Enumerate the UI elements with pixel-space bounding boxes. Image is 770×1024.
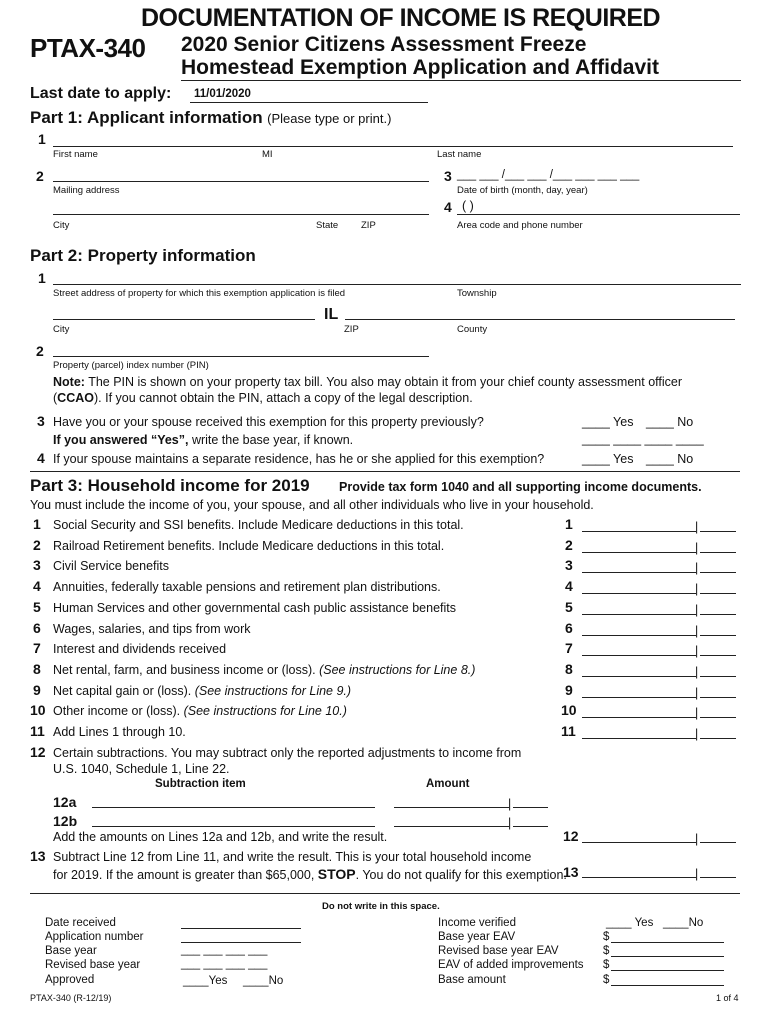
income-line-right-num: 10 <box>561 702 577 718</box>
income-line-num: 3 <box>33 557 41 573</box>
income-line-right-num: 8 <box>565 661 573 677</box>
state-label: State <box>316 220 339 231</box>
office-date-received: Date received <box>45 917 116 929</box>
base-amount-field[interactable] <box>611 985 724 986</box>
q4-text: If your spouse maintains a separate residence, has he or she applied for this exemption? <box>53 452 545 466</box>
office-application-number: Application number <box>45 931 144 943</box>
income-line-desc: Social Security and SSI benefits. Include Medicare deductions in this total. <box>53 518 464 532</box>
date-received-field[interactable] <box>181 928 301 929</box>
revised-eav-dollar: $ <box>603 945 610 957</box>
line12-dollars[interactable] <box>582 842 696 843</box>
income-line-sep: | <box>695 603 699 617</box>
income-line-cents[interactable] <box>700 593 736 594</box>
income-line-dollars[interactable] <box>582 717 696 718</box>
note-paren-open: ( <box>53 391 58 405</box>
income-line-dollars[interactable] <box>582 697 696 698</box>
deadline-label: Last date to apply: <box>30 85 172 102</box>
approved-no[interactable]: ____No <box>243 975 284 987</box>
line12a-dollars[interactable] <box>394 807 509 808</box>
line12b-label: 12b <box>53 813 78 829</box>
line13-text2a: for 2019. If the amount is greater than $65,000, <box>53 868 318 882</box>
office-base-year: Base year <box>45 945 97 957</box>
dob-label: Date of birth (month, day, year) <box>457 185 588 196</box>
note-label: Note: <box>53 375 85 389</box>
income-line-right-num: 3 <box>565 557 573 573</box>
office-income-verified: Income verified <box>438 917 516 929</box>
banner-title: DOCUMENTATION OF INCOME IS REQUIRED <box>141 4 661 32</box>
p1-line4-num: 4 <box>444 199 452 215</box>
income-line-right-num: 1 <box>565 516 573 532</box>
income-line-dollars[interactable] <box>582 655 696 656</box>
income-line-cents[interactable] <box>700 717 736 718</box>
p1-line2-num: 2 <box>36 168 44 184</box>
line12-right-num: 12 <box>563 828 579 844</box>
income-line-right-num: 6 <box>565 620 573 636</box>
income-line-cents[interactable] <box>700 697 736 698</box>
line12b-cents[interactable] <box>513 826 548 827</box>
phone-field[interactable]: ( ) <box>462 199 474 213</box>
q4-yes[interactable]: ____ Yes <box>582 452 634 466</box>
income-line-dollars[interactable] <box>582 614 696 615</box>
col-subtraction-item: Subtraction item <box>155 778 246 790</box>
title-underline <box>181 80 741 81</box>
income-line-num: 10 <box>30 702 46 718</box>
income-verified-no[interactable]: ____No <box>663 917 704 929</box>
q3-yes[interactable]: ____ Yes <box>582 415 634 429</box>
last-name-label: Last name <box>437 149 482 160</box>
base-year-field[interactable]: ___ ___ ___ ___ <box>181 944 268 956</box>
income-line-sep: | <box>695 520 699 534</box>
income-line-desc: Annuities, federally taxable pensions and retirement plan distributions. <box>53 580 441 594</box>
income-line-text <box>53 601 456 615</box>
line13-text2 <box>53 866 567 882</box>
deadline-line <box>190 102 428 103</box>
county-label: County <box>457 324 488 335</box>
street-label: Street address of property for which this exemption application is filed <box>53 288 346 299</box>
note-ccao: CCAO <box>57 391 94 405</box>
note-text: The PIN is shown on your property tax bill. You also may obtain it from your chief county assessment officer <box>84 375 683 389</box>
income-line-dollars[interactable] <box>582 676 696 677</box>
income-line-num: 2 <box>33 537 41 553</box>
income-line-desc: Net rental, farm, and business income or (loss). <box>53 663 320 677</box>
q3-num: 3 <box>37 413 45 429</box>
income-line-dollars[interactable] <box>582 552 696 553</box>
income-line-num: 4 <box>33 578 41 594</box>
state-il: IL <box>324 306 339 323</box>
income-line-desc: Civil Service benefits <box>53 559 170 573</box>
income-line-sep: | <box>695 561 699 575</box>
line12-sep: | <box>695 832 699 846</box>
part3-heading: Part 3: Household income for 2019 <box>30 476 310 495</box>
income-line-text <box>53 704 347 718</box>
part1-subtitle: (Please type or print.) <box>267 111 392 126</box>
part1-title: Part 1: Applicant information <box>30 108 263 127</box>
office-approved: Approved <box>45 974 95 986</box>
income-verified-yes[interactable]: ____ Yes <box>606 917 654 929</box>
property-zip-county-field[interactable] <box>345 319 735 320</box>
township-label: Township <box>457 288 497 299</box>
office-revised-base-year: Revised base year <box>45 959 141 971</box>
income-line-right-num: 2 <box>565 537 573 553</box>
income-line-cents[interactable] <box>700 738 736 739</box>
office-eav-added: EAV of added improvements <box>438 959 584 971</box>
q3-sub-text: write the base year, if known. <box>188 433 354 447</box>
income-line-text <box>53 725 186 739</box>
income-line-dollars[interactable] <box>582 531 696 532</box>
income-line-right-num: 11 <box>561 723 576 739</box>
income-line-right-num: 7 <box>565 640 573 656</box>
income-line-num: 8 <box>33 661 41 677</box>
income-line-dollars[interactable] <box>582 738 696 739</box>
part2-divider <box>30 471 740 472</box>
eav-added-dollar: $ <box>603 959 610 971</box>
application-number-field[interactable] <box>181 942 301 943</box>
mailing-address-label: Mailing address <box>53 185 120 196</box>
line13-right-num: 13 <box>563 864 579 880</box>
property-city-label: City <box>53 324 70 335</box>
q3-base-year-field[interactable]: ____ ____ ____ ____ <box>582 432 704 446</box>
office-revised-base-year-eav: Revised base year EAV <box>438 945 559 957</box>
line13-dollars[interactable] <box>582 877 696 878</box>
zip-label: ZIP <box>361 220 376 231</box>
p1-line1-num: 1 <box>38 131 46 147</box>
form-code: PTAX-340 <box>30 33 146 63</box>
form-title-line1: 2020 Senior Citizens Assessment Freeze <box>181 33 587 56</box>
line13-stop: STOP <box>317 866 356 882</box>
part3-intro: You must include the income of you, your spouse, and all other individuals who live in your household. <box>30 498 594 512</box>
line12b-item-field[interactable] <box>92 826 375 827</box>
line12-cents[interactable] <box>700 842 736 843</box>
income-line-note: (See instructions for Line 9.) <box>194 684 352 698</box>
p2-line2-num: 2 <box>36 343 44 359</box>
income-line-desc: Railroad Retirement benefits. Include Medicare deductions in this total. <box>53 539 445 553</box>
line13-sep: | <box>695 867 699 881</box>
q3-no[interactable]: ____ No <box>646 415 694 429</box>
first-name-label: First name <box>53 149 98 160</box>
line13-cents[interactable] <box>700 877 736 878</box>
dob-field[interactable]: ___ ___ /___ ___ /___ ___ ___ ___ <box>457 169 640 181</box>
revised-eav-field[interactable] <box>611 956 724 957</box>
line12b-sep: | <box>508 816 512 830</box>
line12a-label: 12a <box>53 794 77 810</box>
line12-text2: U.S. 1040, Schedule 1, Line 22. <box>53 762 230 776</box>
deadline-value: 11/01/2020 <box>194 88 251 100</box>
income-line-dollars[interactable] <box>582 572 696 573</box>
pin-field[interactable] <box>53 356 429 357</box>
approved-yes[interactable]: ____Yes <box>183 975 228 987</box>
income-line-text <box>53 580 441 594</box>
line12a-sep: | <box>508 797 512 811</box>
income-line-cents[interactable] <box>700 572 736 573</box>
note-text2: ). If you cannot obtain the PIN, attach a copy of the legal description. <box>93 391 473 405</box>
mailing-address-field[interactable] <box>53 181 429 182</box>
pin-note-line1 <box>53 375 682 389</box>
q3-sub <box>53 433 353 447</box>
income-line-text <box>53 642 226 656</box>
line12a-cents[interactable] <box>513 807 548 808</box>
income-line-desc: Wages, salaries, and tips from work <box>53 622 251 636</box>
income-line-text <box>53 622 251 636</box>
income-line-text <box>53 559 169 573</box>
revised-base-year-field[interactable]: ___ ___ ___ ___ <box>181 958 268 970</box>
income-line-cents[interactable] <box>700 635 736 636</box>
income-line-num: 9 <box>33 682 41 698</box>
property-city-field[interactable] <box>53 319 315 320</box>
part1-heading <box>30 108 391 128</box>
p1-line3-num: 3 <box>444 168 452 184</box>
income-line-cents[interactable] <box>700 614 736 615</box>
income-line-cents[interactable] <box>700 655 736 656</box>
q4-no[interactable]: ____ No <box>646 452 694 466</box>
income-line-num: 1 <box>33 516 41 532</box>
page-number: 1 of 4 <box>716 993 739 1003</box>
part3-provide: Provide tax form 1040 and all supporting income documents. <box>339 480 702 494</box>
office-heading: Do not write in this space. <box>322 901 440 912</box>
income-line-sep: | <box>695 624 699 638</box>
income-line-note: (See instructions for Line 10.) <box>183 704 347 718</box>
income-line-right-num: 5 <box>565 599 573 615</box>
income-line-sep: | <box>695 644 699 658</box>
income-line-right-num: 4 <box>565 578 573 594</box>
income-line-cents[interactable] <box>700 676 736 677</box>
q3-text: Have you or your spouse received this exemption for this property previously? <box>53 415 484 429</box>
q3-sub-bold: If you answered “Yes”, <box>53 433 189 447</box>
income-line-num: 6 <box>33 620 41 636</box>
form-revision: PTAX-340 (R-12/19) <box>30 993 112 1003</box>
line13-num: 13 <box>30 848 46 864</box>
office-base-amount: Base amount <box>438 974 506 986</box>
eav-added-field[interactable] <box>611 970 724 971</box>
income-line-note: (See instructions for Line 8.) <box>319 663 476 677</box>
phone-label: Area code and phone number <box>457 220 583 231</box>
income-line-desc: Other income or (loss). <box>53 704 184 718</box>
income-line-cents[interactable] <box>700 552 736 553</box>
q4-num: 4 <box>37 450 45 466</box>
line12-text1: Certain subtractions. You may subtract only the reported adjustments to income from <box>53 746 522 760</box>
income-line-text <box>53 684 351 698</box>
income-line-cents[interactable] <box>700 531 736 532</box>
income-line-dollars[interactable] <box>582 593 696 594</box>
mi-label: MI <box>262 149 273 160</box>
income-line-num: 11 <box>30 723 45 739</box>
p2-line1-num: 1 <box>38 270 46 286</box>
base-year-eav-field[interactable] <box>611 942 724 943</box>
pin-label: Property (parcel) index number (PIN) <box>53 360 209 371</box>
office-base-year-eav: Base year EAV <box>438 931 516 943</box>
income-line-num: 7 <box>33 640 41 656</box>
income-line-text <box>53 518 464 532</box>
line13-text1: Subtract Line 12 from Line 11, and write the result. This is your total household income <box>53 850 532 864</box>
income-line-text <box>53 539 444 553</box>
income-line-num: 5 <box>33 599 41 615</box>
income-line-desc: Add Lines 1 through 10. <box>53 725 186 739</box>
city-label: City <box>53 220 70 231</box>
line12a-item-field[interactable] <box>92 807 375 808</box>
phone-line <box>457 214 740 215</box>
part2-heading: Part 2: Property information <box>30 246 256 265</box>
income-line-sep: | <box>695 541 699 555</box>
line13-text2b: . You do not qualify for this exemption. <box>355 868 567 882</box>
base-year-eav-dollar: $ <box>603 931 610 943</box>
line12-add-text: Add the amounts on Lines 12a and 12b, and write the result. <box>53 830 388 844</box>
city-state-zip-field[interactable] <box>53 214 429 215</box>
income-line-sep: | <box>695 665 699 679</box>
pin-note-line2 <box>53 391 473 405</box>
line12-num: 12 <box>30 744 46 760</box>
income-line-right-num: 9 <box>565 682 573 698</box>
income-line-sep: | <box>695 582 699 596</box>
property-zip-label: ZIP <box>344 324 359 335</box>
income-line-desc: Human Services and other governmental cash public assistance benefits <box>53 601 456 615</box>
income-line-sep: | <box>695 706 699 720</box>
income-line-text <box>53 663 475 677</box>
base-amount-dollar: $ <box>603 974 610 986</box>
income-line-sep: | <box>695 686 699 700</box>
line12b-dollars[interactable] <box>394 826 509 827</box>
property-street-field[interactable] <box>53 284 741 285</box>
form-title-line2: Homestead Exemption Application and Affidavit <box>181 56 659 79</box>
office-divider <box>30 893 740 894</box>
income-line-sep: | <box>695 727 699 741</box>
income-line-desc: Interest and dividends received <box>53 642 227 656</box>
income-line-desc: Net capital gain or (loss). <box>53 684 195 698</box>
name-field[interactable] <box>53 146 733 147</box>
col-amount: Amount <box>426 778 470 790</box>
income-line-dollars[interactable] <box>582 635 696 636</box>
